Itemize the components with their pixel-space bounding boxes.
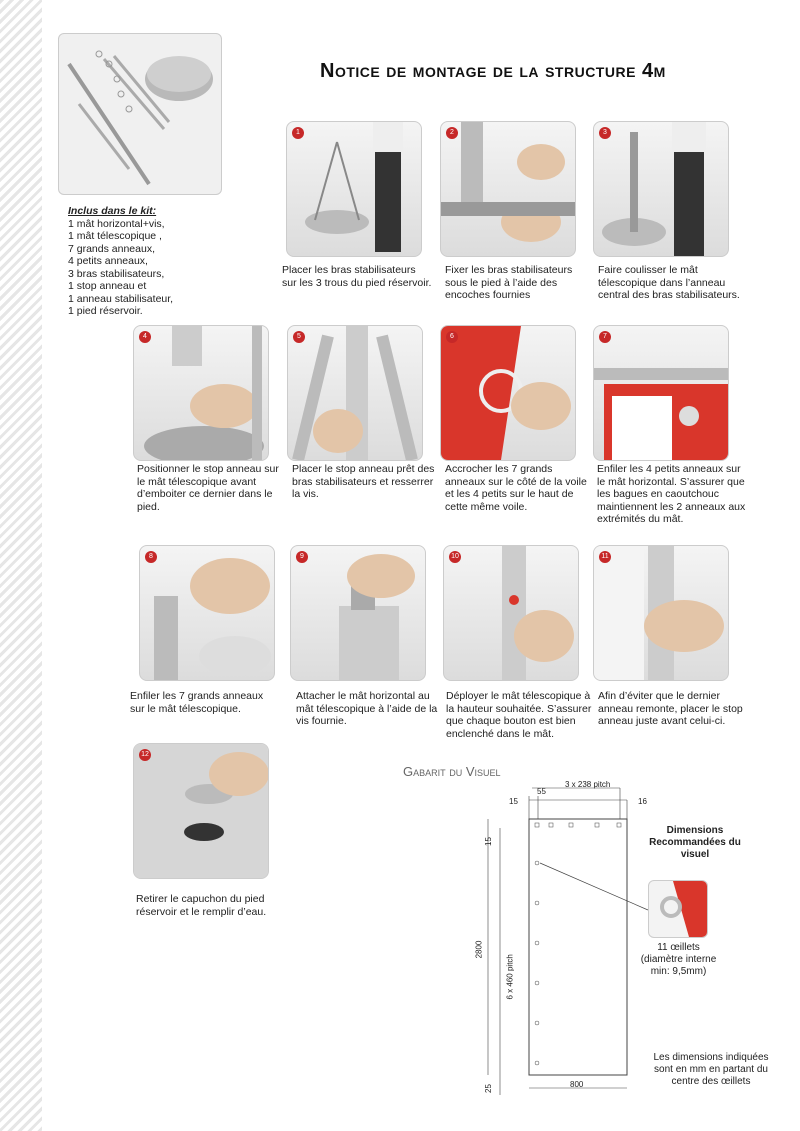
- kit-item: 1 stop anneau et: [68, 280, 147, 292]
- step-12-photo: [133, 743, 269, 879]
- step-4-photo: [133, 325, 269, 461]
- kit-item: 1 mât horizontal+vis,: [68, 217, 165, 230]
- dim-top-15: 15: [483, 837, 493, 846]
- step-badge: 2: [446, 127, 458, 139]
- step-badge: 11: [599, 551, 611, 563]
- step-badge: 10: [449, 551, 461, 563]
- oeillet-photo: [648, 880, 708, 938]
- step-1-photo: [286, 121, 422, 257]
- step-6-photo: [440, 325, 576, 461]
- dim-25: 25: [483, 1084, 493, 1093]
- kit-item: 1 anneau stabilisateur,: [68, 292, 174, 305]
- step-badge: 6: [446, 331, 458, 343]
- step-badge: 4: [139, 331, 151, 343]
- step-badge: 7: [599, 331, 611, 343]
- step-2-photo: [440, 121, 576, 257]
- step-7-text: Enfiler les 4 petits anneaux sur le mât horizontal. S’assurer que les bagues en caoutchouc maintiennent les 2 anneaux aux extrémités du mât.: [597, 463, 746, 525]
- step-9-photo: [290, 545, 426, 681]
- step-7-photo: [593, 325, 729, 461]
- step-badge: 8: [145, 551, 157, 563]
- kit-item: 4 petits anneaux,: [68, 255, 148, 267]
- step-10-photo: [443, 545, 579, 681]
- kit-item: 7 grands anneaux,: [68, 242, 155, 255]
- step-8-text: Enfiler les 7 grands anneaux sur le mât télescopique.: [130, 690, 264, 715]
- dim-side-pitch: 6 x 460 pitch: [505, 954, 515, 1000]
- dim-2800: 2800: [474, 940, 484, 959]
- step-2-text: Fixer les bras stabilisateurs sous le pied à l’aide des encoches fournies: [445, 264, 573, 301]
- dim-55: 55: [537, 787, 546, 796]
- step-badge: 5: [293, 331, 305, 343]
- kit-item: 3 bras stabilisateurs,: [68, 267, 165, 280]
- step-badge: 3: [599, 127, 611, 139]
- step-11-photo: [593, 545, 729, 681]
- step-5-photo: [287, 325, 423, 461]
- step-9-text: Attacher le mât horizontal au mât télescopique à l’aide de la vis fournie.: [296, 690, 438, 727]
- dim-top-pitch: 3 x 238 pitch: [565, 780, 611, 789]
- step-5-text: Placer le stop anneau prêt des bras stabilisateurs et resserrer la vis.: [292, 463, 435, 500]
- dim-800: 800: [570, 1080, 584, 1089]
- step-badge: 1: [292, 127, 304, 139]
- kit-contents: [68, 205, 268, 318]
- step-1-text: Placer les bras stabilisateurs sur les 3 trous du pied réservoir.: [282, 264, 432, 289]
- gabarit-title: Gabarit du Visuel: [403, 764, 501, 779]
- kit-item: 1 mât télescopique ,: [68, 230, 162, 242]
- dimensions-note: Les dimensions indiquées sont en mm en partant du centre des œillets: [653, 1052, 769, 1087]
- gabarit-drawing: [470, 770, 650, 1100]
- step-badge: 12: [139, 749, 151, 761]
- dim-15: 15: [509, 797, 518, 806]
- step-3-photo: [593, 121, 729, 257]
- step-badge: 9: [296, 551, 308, 563]
- kit-heading: Inclus dans le kit:: [68, 205, 157, 217]
- step-4-text: Positionner le stop anneau sur le mât télescopique avant d’emboiter ce dernier dans le pied.: [137, 463, 279, 513]
- kit-photo: [58, 33, 222, 195]
- decorative-stripe: [0, 0, 42, 1131]
- oeillets-text: 11 œillets (diamètre interne min: 9,5mm): [640, 942, 717, 977]
- recommended-title: Dimensions Recommandées du visuel: [649, 825, 741, 860]
- step-11-text: Afin d’éviter que le dernier anneau remonte, placer le stop anneau juste avant celui-ci.: [598, 690, 743, 727]
- step-6-text: Accrocher les 7 grands anneaux sur le côté de la voile et les 4 petits sur le haut de cette même voile.: [445, 463, 587, 513]
- dim-16: 16: [638, 797, 647, 806]
- step-10-text: Déployer le mât télescopique à la hauteur souhaitée. S’assurer que chaque bouton est bien enclenché dans le mât.: [446, 690, 592, 740]
- page-title: Notice de montage de la structure 4m: [320, 60, 666, 82]
- step-12-text: Retirer le capuchon du pied réservoir et le remplir d’eau.: [136, 893, 267, 918]
- kit-item: 1 pied réservoir.: [68, 305, 143, 317]
- step-8-photo: [139, 545, 275, 681]
- step-3-text: Faire coulisser le mât télescopique dans l’anneau central des bras stabilisateurs.: [598, 264, 740, 301]
